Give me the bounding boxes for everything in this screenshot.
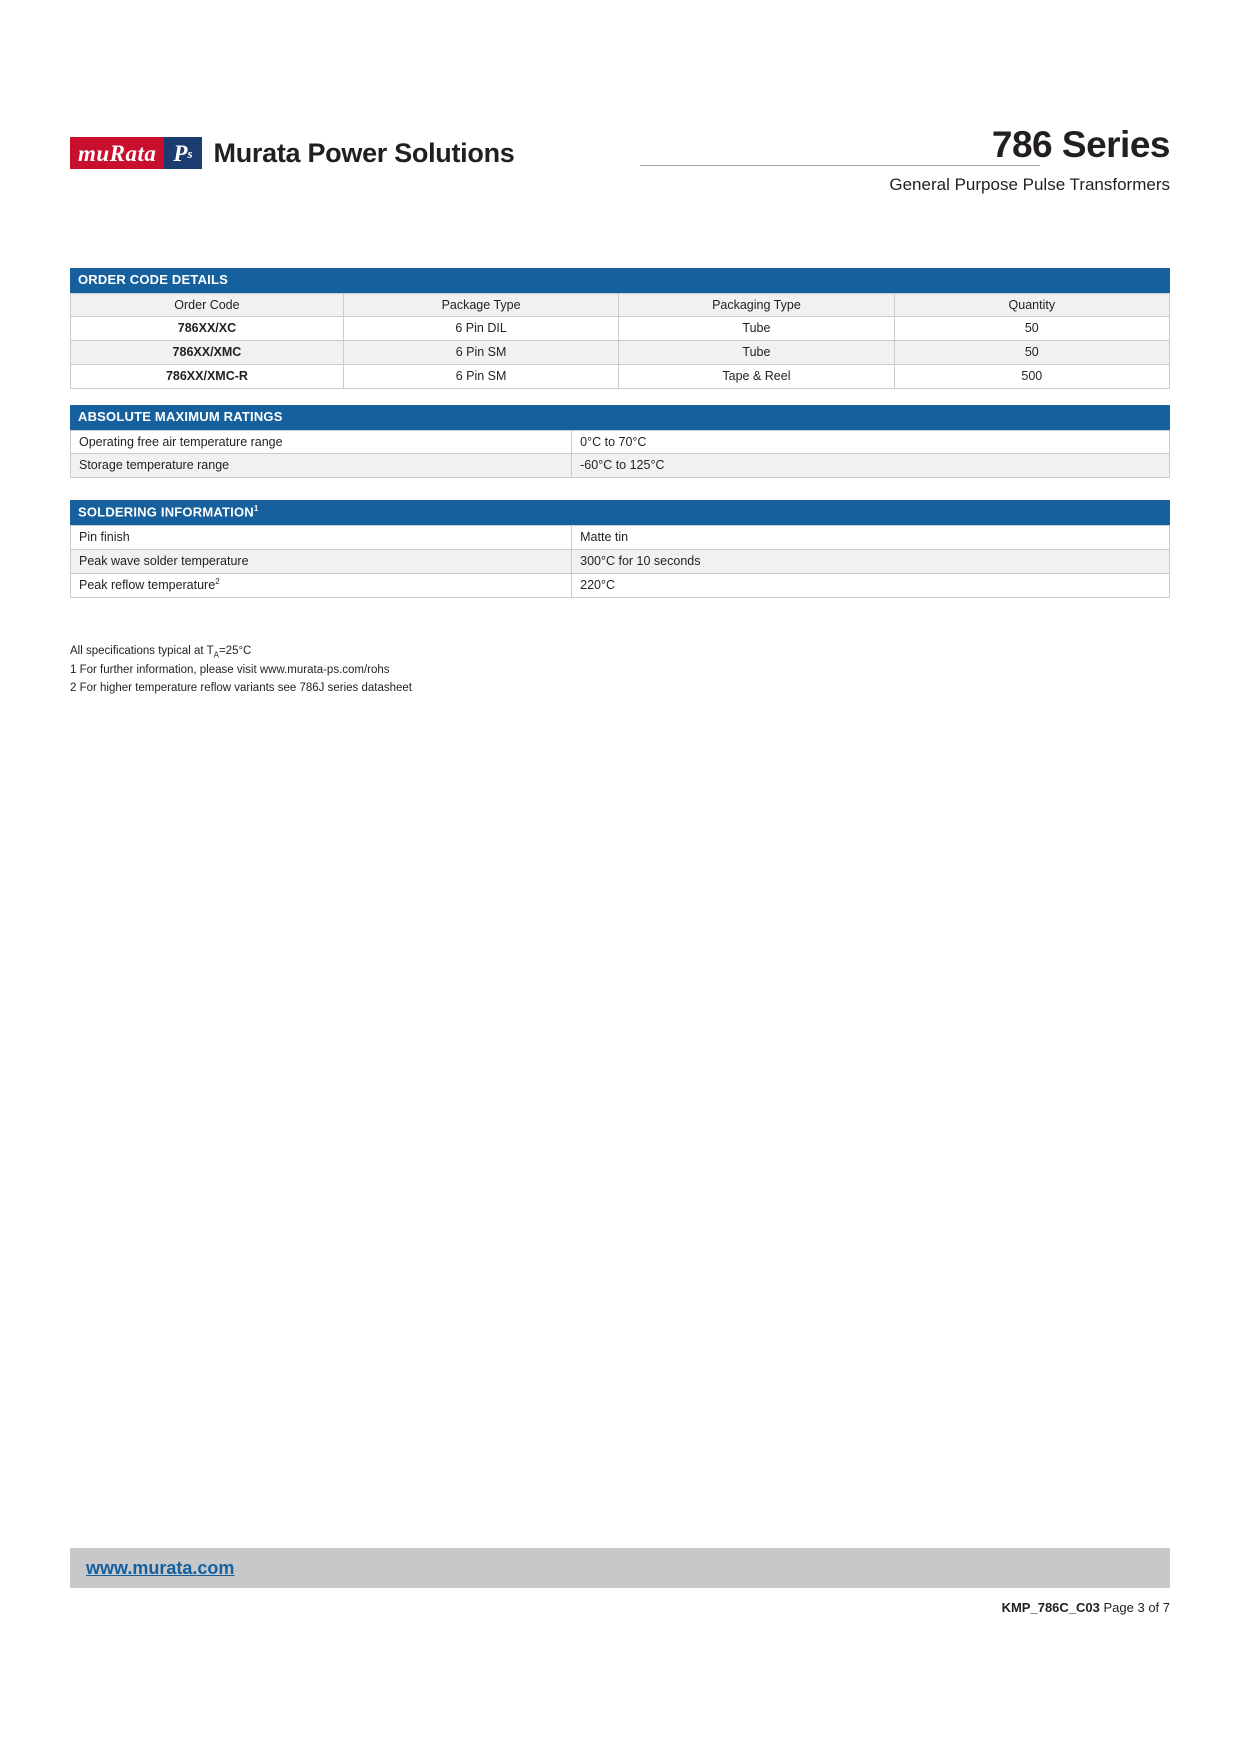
cell-parameter-text: Peak reflow temperature	[79, 577, 216, 592]
cell-value: 220°C	[572, 573, 1170, 597]
footnote-1: 1 For further information, please visit www.murata-ps.com/rohs	[70, 663, 390, 676]
table-row	[71, 454, 1170, 478]
table-row	[71, 341, 1170, 365]
document-code: KMP_786C_C03	[1001, 1600, 1100, 1615]
cell-order-code: 786XX/XC	[71, 317, 344, 341]
cell-parameter	[71, 573, 572, 597]
footer-meta	[70, 1600, 1170, 1615]
footnote-typical-post: =25°C	[218, 645, 252, 657]
footnote-2: 2 For higher temperature reflow variants see 786J series datasheet	[70, 681, 412, 694]
table-row	[71, 317, 1170, 341]
cell-order-code: 786XX/XMC	[71, 341, 344, 365]
cell-packaging-type: Tube	[619, 317, 894, 341]
table-row	[71, 549, 1170, 573]
table-row	[71, 525, 1170, 549]
cell-package-type: 6 Pin DIL	[343, 317, 618, 341]
website-link[interactable]: www.murata.com	[86, 1558, 235, 1578]
soldering-section-title	[70, 500, 1170, 525]
soldering-title-footnote-marker: 1	[253, 504, 259, 513]
soldering-section-title-text: SOLDERING INFORMATION	[78, 504, 254, 520]
footnote-typical-pre: All specifications typical at T	[70, 645, 214, 657]
murata-wordmark: muRata	[70, 137, 164, 169]
cell-order-code: 786XX/XMC-R	[71, 365, 344, 389]
absolute-max-section-title: ABSOLUTE MAXIMUM RATINGS	[70, 405, 1170, 430]
cell-parameter: Operating free air temperature range	[71, 430, 572, 454]
ps-wordmark: P s	[164, 137, 201, 169]
table-row	[71, 573, 1170, 597]
cell-value: 300°C for 10 seconds	[572, 549, 1170, 573]
cell-footnote-marker: 2	[215, 576, 220, 586]
cell-quantity: 500	[894, 365, 1169, 389]
cell-packaging-type: Tube	[619, 341, 894, 365]
header-divider	[640, 165, 1040, 166]
table-row	[71, 365, 1170, 389]
footnote-typical-conditions	[70, 643, 412, 662]
cell-quantity: 50	[894, 341, 1169, 365]
column-header-order-code: Order Code	[71, 293, 344, 317]
cell-package-type: 6 Pin SM	[343, 341, 618, 365]
company-name: Murata Power Solutions	[213, 137, 515, 168]
company-logo	[70, 137, 514, 169]
cell-parameter: Peak wave solder temperature	[71, 549, 572, 573]
page-subtitle: General Purpose Pulse Transformers	[889, 175, 1170, 194]
footnote-typical-sub: A	[213, 650, 219, 660]
soldering-information-section	[70, 500, 1170, 598]
cell-value: Matte tin	[572, 525, 1170, 549]
cell-parameter: Storage temperature range	[71, 454, 572, 478]
column-header-quantity: Quantity	[894, 293, 1169, 317]
cell-package-type: 6 Pin SM	[343, 365, 618, 389]
order-code-section	[70, 268, 1170, 389]
cell-quantity: 50	[894, 317, 1169, 341]
logo-mark	[70, 137, 202, 169]
cell-parameter: Pin finish	[71, 525, 572, 549]
table-header-row	[71, 293, 1170, 317]
footer-bar	[70, 1548, 1170, 1588]
table-row	[71, 430, 1170, 454]
cell-value: -60°C to 125°C	[572, 454, 1170, 478]
page-header	[70, 125, 1170, 215]
absolute-max-table	[70, 430, 1170, 479]
page-title: 786 Series	[991, 124, 1170, 165]
absolute-maximum-ratings-section	[70, 405, 1170, 478]
cell-value: 0°C to 70°C	[572, 430, 1170, 454]
page-number: Page 3 of 7	[1103, 1600, 1170, 1615]
soldering-table	[70, 525, 1170, 598]
cell-packaging-type: Tape & Reel	[619, 365, 894, 389]
order-code-section-title: ORDER CODE DETAILS	[70, 268, 1170, 293]
order-code-table	[70, 293, 1170, 390]
footnotes	[70, 643, 412, 697]
column-header-packaging-type: Packaging Type	[619, 293, 894, 317]
column-header-package-type: Package Type	[343, 293, 618, 317]
